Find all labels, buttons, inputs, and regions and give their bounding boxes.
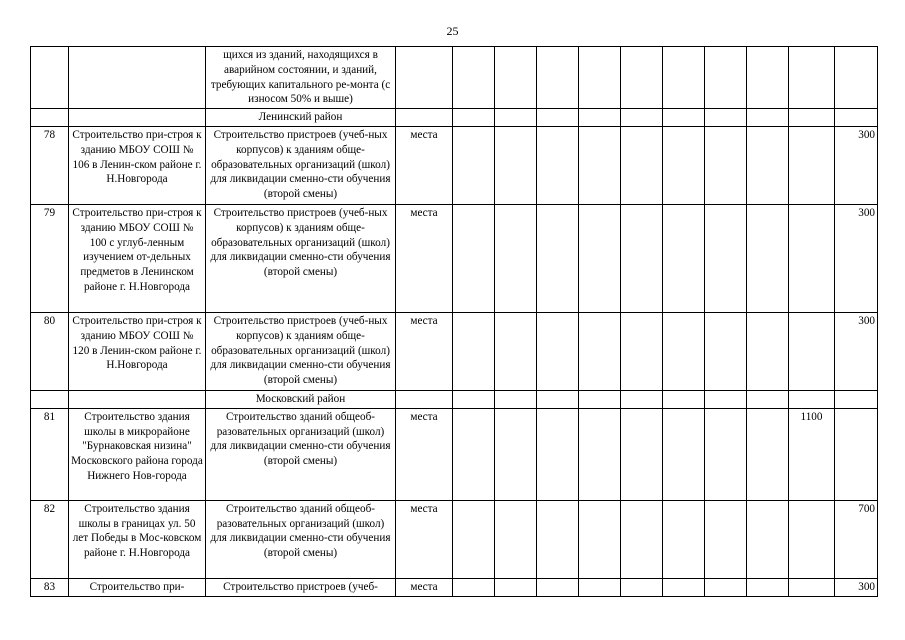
district-title: Ленинский район (206, 109, 396, 127)
value-cell (835, 47, 878, 109)
row-number: 78 (31, 126, 69, 204)
value-cell (495, 47, 537, 109)
value-cell (537, 578, 579, 596)
row-number: 80 (31, 312, 69, 390)
district-header-row (31, 109, 878, 127)
table-row (31, 500, 878, 578)
row-number: 79 (31, 204, 69, 312)
object-name: Строительство здания школы в микрорайоне "Бурнаковская низина" Московского района города Нижнего Нов-города (69, 408, 206, 500)
value-cell (621, 500, 663, 578)
value-cell (663, 204, 705, 312)
desc-cell: щихся из зданий, находящихся в аварийном состоянии, и зданий, требующих капитального ре-монта (с износом 50% и выше) (206, 47, 396, 109)
object-name: Строительство здания школы в границах ул. 50 лет Победы в Мос-ковском районе г. Н.Новгорода (69, 500, 206, 578)
value-cell (621, 578, 663, 596)
blank-cell (31, 109, 69, 127)
row-number: 83 (31, 578, 69, 596)
value-cell (621, 126, 663, 204)
blank-cell (396, 109, 453, 127)
object-name: Строительство при-строя к зданию МБОУ СОШ № 106 в Ленин-ском районе г. Н.Новгорода (69, 126, 206, 204)
value-cell (747, 204, 789, 312)
unit-cell: места (396, 500, 453, 578)
object-description: Строительство зданий общеоб-разовательных организаций (школ) для ликвидации сменно-сти обучения (второй смены) (206, 408, 396, 500)
value-cell (705, 408, 747, 500)
value-cell: 700 (835, 500, 878, 578)
object-description: Строительство пристроев (учеб-ных корпусов) к зданиям обще-образовательных организаций (школ) для ликвидации сменно-сти обучения (второй смены) (206, 204, 396, 312)
district-header-row (31, 390, 878, 408)
blank-cell (747, 109, 789, 127)
blank-cell (789, 109, 835, 127)
value-cell (579, 312, 621, 390)
num-cell (31, 47, 69, 109)
value-cell (789, 312, 835, 390)
unit-cell: места (396, 312, 453, 390)
name-cell (69, 47, 206, 109)
value-cell (453, 126, 495, 204)
object-description: Строительство пристроев (учеб-ных корпусов) к зданиям обще-образовательных организаций (школ) для ликвидации сменно-сти обучения (второй смены) (206, 312, 396, 390)
value-cell (705, 312, 747, 390)
table-row (31, 204, 878, 312)
value-cell (495, 312, 537, 390)
table-row (31, 312, 878, 390)
value-cell (537, 500, 579, 578)
value-cell (621, 408, 663, 500)
object-description: Строительство зданий общеоб-разовательных организаций (школ) для ликвидации сменно-сти обучения (второй смены) (206, 500, 396, 578)
value-cell (705, 126, 747, 204)
blank-cell (579, 390, 621, 408)
value-cell (747, 312, 789, 390)
blank-cell (705, 109, 747, 127)
value-cell (453, 500, 495, 578)
blank-cell (495, 390, 537, 408)
value-cell (789, 578, 835, 596)
blank-cell (537, 390, 579, 408)
value-cell (663, 126, 705, 204)
value-cell (789, 47, 835, 109)
value-cell: 1100 (789, 408, 835, 500)
blank-cell (31, 390, 69, 408)
value-cell (747, 500, 789, 578)
value-cell (663, 312, 705, 390)
value-cell (453, 204, 495, 312)
value-cell: 300 (835, 578, 878, 596)
unit-cell: места (396, 578, 453, 596)
blank-cell (663, 390, 705, 408)
value-cell (789, 500, 835, 578)
blank-cell (69, 390, 206, 408)
blank-cell (453, 109, 495, 127)
continuation-row (31, 47, 878, 109)
value-cell (705, 500, 747, 578)
value-cell (621, 204, 663, 312)
row-number: 82 (31, 500, 69, 578)
value-cell (747, 578, 789, 596)
value-cell (789, 126, 835, 204)
value-cell (537, 47, 579, 109)
page-number: 25 (446, 24, 459, 38)
value-cell (705, 47, 747, 109)
value-cell (537, 312, 579, 390)
object-name: Строительство при-строя к зданию МБОУ СОШ № 120 в Ленин-ском районе г. Н.Новгорода (69, 312, 206, 390)
blank-cell (579, 109, 621, 127)
value-cell (579, 47, 621, 109)
object-description: Строительство пристроев (учеб- (206, 578, 396, 596)
table-body (31, 47, 878, 597)
value-cell (621, 47, 663, 109)
blank-cell (453, 390, 495, 408)
value-cell (537, 126, 579, 204)
object-name: Строительство при- (69, 578, 206, 596)
value-cell (705, 204, 747, 312)
blank-cell (537, 109, 579, 127)
value-cell (537, 408, 579, 500)
value-cell (579, 578, 621, 596)
value-cell (495, 500, 537, 578)
value-cell (705, 578, 747, 596)
object-description: Строительство пристроев (учеб-ных корпусов) к зданиям обще-образовательных организаций (школ) для ликвидации сменно-сти обучения (второй смены) (206, 126, 396, 204)
unit-cell: места (396, 204, 453, 312)
value-cell (663, 408, 705, 500)
value-cell: 300 (835, 204, 878, 312)
unit-cell: места (396, 126, 453, 204)
value-cell (835, 408, 878, 500)
value-cell (495, 408, 537, 500)
unit-cell (396, 47, 453, 109)
blank-cell (69, 109, 206, 127)
blank-cell (789, 390, 835, 408)
value-cell (579, 408, 621, 500)
value-cell (453, 408, 495, 500)
blank-cell (495, 109, 537, 127)
value-cell (579, 126, 621, 204)
value-cell (579, 500, 621, 578)
value-cell (453, 47, 495, 109)
value-cell: 300 (835, 312, 878, 390)
value-cell (453, 578, 495, 596)
value-cell (663, 578, 705, 596)
value-cell (747, 408, 789, 500)
blank-cell (835, 390, 878, 408)
blank-cell (835, 109, 878, 127)
value-cell (621, 312, 663, 390)
table-row (31, 578, 878, 596)
table-row (31, 126, 878, 204)
value-cell (789, 204, 835, 312)
value-cell (747, 47, 789, 109)
object-name: Строительство при-строя к зданию МБОУ СОШ № 100 с углуб-ленным изучением от-дельных предметов в Ленинском районе г. Н.Новгорода (69, 204, 206, 312)
blank-cell (396, 390, 453, 408)
blank-cell (621, 109, 663, 127)
blank-cell (747, 390, 789, 408)
blank-cell (663, 109, 705, 127)
blank-cell (621, 390, 663, 408)
value-cell (495, 204, 537, 312)
value-cell (537, 204, 579, 312)
district-title: Московский район (206, 390, 396, 408)
value-cell (495, 578, 537, 596)
table-row (31, 408, 878, 500)
value-cell (453, 312, 495, 390)
blank-cell (705, 390, 747, 408)
value-cell: 300 (835, 126, 878, 204)
program-table (30, 46, 878, 597)
value-cell (663, 47, 705, 109)
unit-cell: места (396, 408, 453, 500)
value-cell (495, 126, 537, 204)
value-cell (579, 204, 621, 312)
row-number: 81 (31, 408, 69, 500)
value-cell (663, 500, 705, 578)
value-cell (747, 126, 789, 204)
